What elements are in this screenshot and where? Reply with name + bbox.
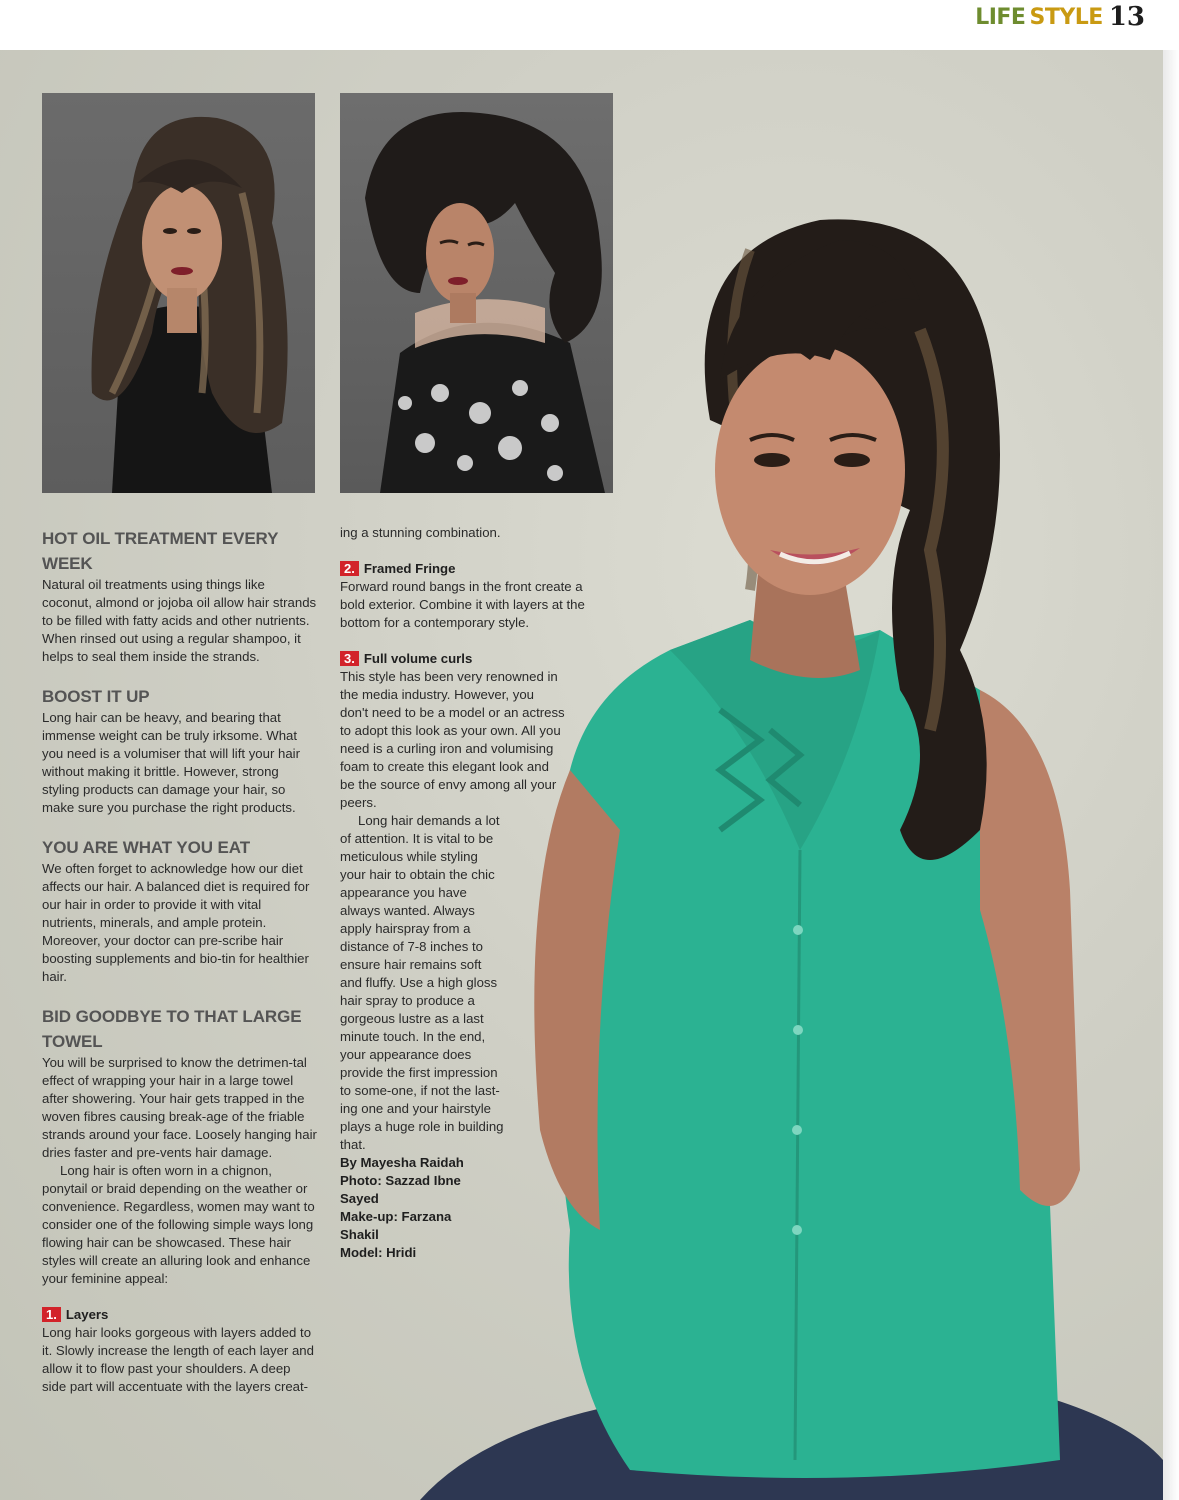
item-curls-title (340, 650, 608, 668)
number-badge: 1. (42, 1307, 61, 1322)
section-towel (42, 1004, 317, 1288)
section-heading: BOOST IT UP (42, 687, 150, 706)
section-boost (42, 684, 317, 817)
item-title: Layers (65, 1307, 109, 1322)
photo-wavy-hair (42, 93, 315, 493)
byline-author: By Mayesha Raidah (340, 1155, 464, 1170)
page-edge (1163, 50, 1179, 1500)
item-title: Full volume curls (363, 651, 473, 666)
magazine-masthead (975, 0, 1145, 30)
page-header (0, 0, 1179, 50)
section-body: We often forget to acknowledge how our diet affects our hair. A balanced diet is required for our hair in order to provide it with vital nutrients, minerals, and ample protein. Moreover, your doctor can pre-scribe hair boosting supplements and bio-tin for healthier hair. (42, 861, 310, 984)
item-layers-body: Long hair looks gorgeous with layers added to it. Slowly increase the length of each layer and allow it to flow past your shoulders. A deep side part will accentuate with the layers creat- (42, 1325, 314, 1394)
item-fringe-body: Forward round bangs in the front create a bold exterior. Combine it with layers at the bottom for a contemporary style. (340, 579, 585, 630)
intro-paragraph: Long hair is often worn in a chignon, ponytail or braid depending on the weather or convenience. Regardless, women may want to consider one of the following simple ways long flowing hair can be showcased. These hair styles will create an alluring look and enhance your feminine appeal: (42, 1163, 315, 1286)
byline-photo: Photo: Sazzad Ibne Sayed (340, 1173, 461, 1206)
brand-life: LIFE (975, 5, 1026, 30)
item-curls-body: This style has been very renowned in the media industry. However, you don't need to be a model or an actress to adopt this look as your own. All you need is a curling iron and volumising foam to create this elegant look and be the source of envy among all your peers. (340, 669, 565, 810)
section-diet (42, 835, 317, 986)
brand-style: STYLE (1029, 5, 1103, 30)
section-hot-oil (42, 526, 317, 666)
section-heading: YOU ARE WHAT YOU EAT (42, 838, 250, 857)
section-heading: BID GOODBYE TO THAT LARGE TOWEL (42, 1007, 302, 1051)
page-number: 13 (1108, 2, 1145, 32)
article-column-1 (42, 526, 317, 1396)
item-title: Framed Fringe (363, 561, 456, 576)
number-badge: 2. (340, 561, 359, 576)
item-fringe-title (340, 560, 608, 578)
item-layers-title (42, 1306, 317, 1324)
byline-makeup: Make-up: Farzana Shakil (340, 1209, 452, 1242)
magazine-page (0, 50, 1163, 1500)
article-column-2 (340, 524, 608, 1262)
section-body: Long hair can be heavy, and bearing that immense weight can be truly irksome. What you need is a volumiser that will lift your hair without making it brittle. However, strong styling products can damage your hair, so make sure you purchase the right products. (42, 710, 300, 815)
section-heading: HOT OIL TREATMENT EVERY WEEK (42, 529, 279, 573)
section-body: You will be surprised to know the detrimen-tal effect of wrapping your hair in a large towel after showering. Your hair gets trapped in the woven fibres causing break-age of the friable strands around your face. Loosely hanging hair dries faster and pre-vents hair damage. (42, 1055, 317, 1160)
section-body: Natural oil treatments using things like coconut, almond or jojoba oil allow hair strands to be filled with fatty acids and other nutrients. When rinsed out using a regular shampoo, it helps to seal them inside the strands. (42, 577, 317, 664)
byline-model: Model: Hridi (340, 1245, 417, 1260)
number-badge: 3. (340, 651, 359, 666)
closing-paragraph: Long hair demands a lot of attention. It is vital to be meticulous while styling your hair to obtain the chic appearance you have always wanted. Always apply hairspray from a distance of 7-8 inches to ensure hair remains soft and fluffy. Use a high gloss hair spray to produce a gorgeous lustre as a last minute touch. In the end, your appearance does provide the first impression to some-one, if not the last-ing one and your hairstyle plays a huge role in building that. (340, 813, 504, 1152)
continuation-text: ing a stunning combination. (340, 525, 501, 540)
